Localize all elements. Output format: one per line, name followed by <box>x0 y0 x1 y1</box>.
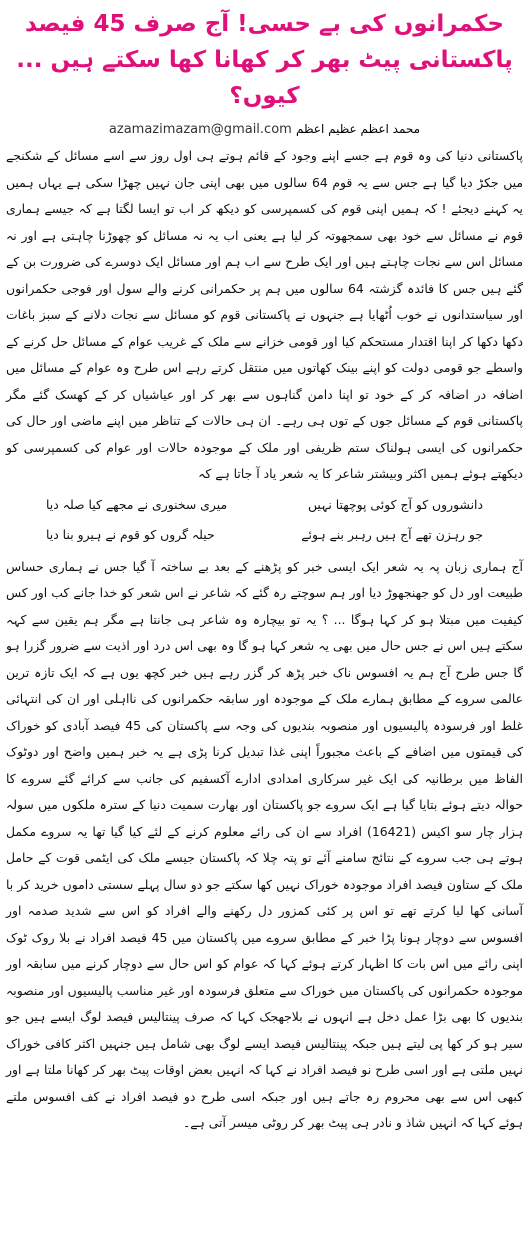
author-email: azamazimazam@gmail.com <box>108 122 292 137</box>
poem-line: میری سخنوری نے مجھے کیا صلہ دیا <box>46 496 228 512</box>
poem-line: جو رہزن تھے آج ہیں رہبر بنے ہوئے <box>301 526 483 542</box>
poem-couplet-2 <box>46 520 483 550</box>
poem-couplet-1 <box>46 490 483 520</box>
article-title: حکمرانوں کی بے حسی! آج صرف 45 فیصد پاکستانی پیٹ بھر کر کھانا کھا سکتے ہیں ... کیوں؟ <box>16 11 513 109</box>
byline <box>6 120 523 139</box>
poem <box>46 490 483 550</box>
article-paragraph-1: پاکستانی دنیا کی وہ قوم ہے جسے اپنے وجود کے قائم ہوتے ہی اول روز سے اسے مسائل کے شکنجے میں جکڑ دیا گیا ہے جس سے یہ قوم 64 سالوں میں بھی اپنی جان نہیں چھڑا سکی ہے یہاں ہمیں یہ کہنے دیجئے ! کہ ہمیں اپنی قوم کی کسمپرسی کو دیکھ کر اب تو ایسا لگتا ہے کہ جیسے ہماری قوم نے مسائل سے خود بھی سمجھوتہ کر لیا ہے یعنی اب یہ نہ مسائل کو چھوڑنا چاہتی ہے اور نہ مسائل اس سے نجات چاہتے ہیں اور ایک طرح سے اب ہم اور مسائل ایک دوسرے کی ضرورت بن کے گئے ہیں جس کا فائدہ گزشتہ 64 سالوں میں ہم پر حکمرانی کرنے والے سول اور فوجی حکمرانوں اور سیاستدانوں نے خوب اُٹھایا ہے جنہوں نے پاکستانی قوم کو مسائل سے نجات دلانے کے سبز باغات دکھا دکھا کر اپنا اقتدار مستحکم کیا اور قومی خزانے سے ملک کے غریب عوام کے مسائل حل کرنے کے واسطے جو قومی دولت کو اپنے بینک کھاتوں میں منتقل کرتے رہے اس طرح وہ عوام کے مسائل میں اضافہ در اضافہ کر کے خود تو اپنا دامن گناہوں سے بھر کر اور عیاشیاں کر کے کھسک گئے مگر پاکستانی قوم کے مسائل جوں کے توں ہی رہے۔ ان ہی حالات کے تناظر میں اپنے ماضی اور حال کی حکمرانوں کی ایسی ہولناک ستم ظریفی اور ملک کے موجودہ حالات اور عوام کی کسمپرسی کو دیکھتے ہوئے ہمیں اکثر وبیشتر شاعر کا یہ شعر یاد آ جاتا ہے کہ <box>6 148 524 481</box>
author-name: محمد اعظم عظیم اعظم <box>295 122 421 136</box>
poem-line: دانشوروں کو آج کوئی پوچھتا نہیں <box>307 496 483 512</box>
poem-line: حیلہ گروں کو قوم نے ہیرو بنا دیا <box>46 526 215 542</box>
article-paragraph-2: آج ہماری زبان پہ یہ شعر ایک ایسی خبر کو پڑھنے کے بعد بے ساختہ آ گیا جس نے ہماری حساس طبیعت اور دل کو جھنجھوڑ دیا اور ہم سوچتے رہ گئے کہ شاعر نے اس شعر کو خدا جانے کب اور کس کیفیت میں مبتلا ہو کر کہا ہوگا ... ؟ یہ تو بیچارہ وہ شاعر ہی جانتا ہے مگر ہم یقین سے کہہ سکتے ہیں اس نے جس حال میں بھی یہ شعر کہا ہو گا وہ بھی اس درد اور اذیت سے ضرور گزرا ہو گا جس طرح آج ہم یہ افسوس ناک خبر پڑھ کر گزر رہے ہیں خبر کچھ یوں ہے کہ ایک تازہ ترین عالمی سروے کے مطابق ہمارے ملک کے موجودہ اور سابقہ حکمرانوں کی نااہلی اور ان کی انتہائی غلط اور فرسودہ پالیسیوں اور منصوبہ بندیوں کی وجہ سے پاکستان کی 45 فیصد آبادی کو خوراک کی قیمتوں میں اضافے کے باعث مجبوراً اپنی غذا تبدیل کرنا پڑی ہے یہ خبر ہمیں واضح اور دوٹوک الفاظ میں برطانیہ کی ایک غیر سرکاری امدادی ادارے آکسفیم کی جانب سے کرائے گئے سروے کا حوالہ دیتے ہوئے بتایا گیا ہے ایک سروے جو پاکستان اور بھارت سمیت دنیا کے سترہ ملکوں میں سولہ ہزار چار سو اکیس (16421) افراد سے ان کی رائے معلوم کرنے کے لئے کیا گیا تھا یہ سروے مکمل ہوتے ہی جب سروے کے نتائج سامنے آئے تو پتہ چلا کہ پاکستان جیسے ملک کی ایٹمی قوت کے حامل ملک کے ستاون فیصد افراد موجودہ خوراک نہیں کھا سکتے جو دو سال پہلے سستی داموں خرید کر با آسانی کھا لیا کرتے تھے تو اس پر کئی کمزور دل رکھنے والے افراد کو اس سے شدید صدمہ اور افسوس سے دوچار ہونا پڑا خبر کے مطابق سروے میں پاکستان میں 45 فیصد افراد نے بلا روک ٹوک اپنی رائے میں اس بات کا اظہار کرتے ہوئے کہا کہ عوام کو اس حال سے دوچار کرنے میں سابقہ اور موجودہ حکمرانوں کی پاکستان میں خوراک سے متعلق فرسودہ اور غیر مناسب پالیسیوں اور منصوبہ بندیوں کا بھی بڑا عمل دخل ہے انہوں نے بلاجھجک کہا کہ صرف پینتالیس فیصد لوگ ایسے ہیں جو سیر ہو کر کھا پی لیتے ہیں جبکہ پینتالیس فیصد ایسے لوگ بھی شامل ہیں جنہیں اکثر کافی خوراک نہیں ملتی ہے اور اسی طرح نو فیصد افراد نے کہا کہ انہیں بعض اوقات پیٹ بھر کر کھانا ملتا ہے اور کبھی اس سے بھی محروم رہ جاتے ہیں اور جبکہ اسی طرح دو فیصد افراد نے کف افسوس ملتے ہوئے کہا کہ انہیں شاذ و نادر ہی پیٹ بھر کر روٹی میسر آتی ہے۔ <box>6 558 523 1130</box>
